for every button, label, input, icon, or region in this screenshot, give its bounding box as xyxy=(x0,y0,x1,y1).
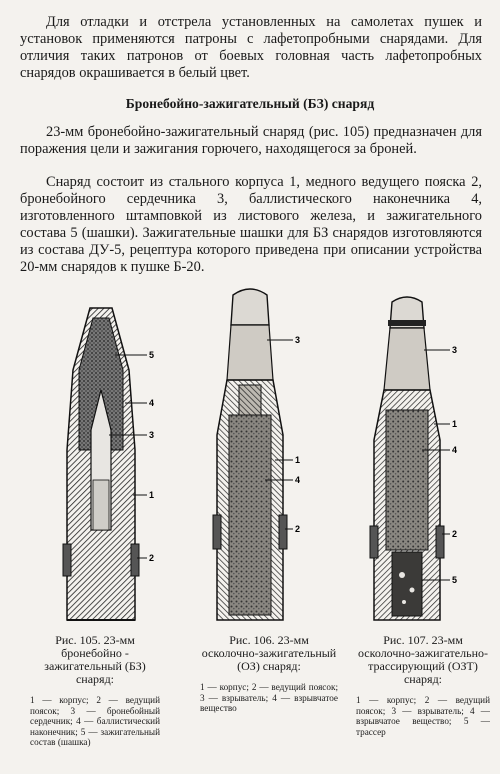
figure-105-caption xyxy=(30,634,160,748)
tracer xyxy=(392,552,422,616)
callout-2: 2 xyxy=(452,529,458,539)
figure-105-title: Рис. 105. 23-мм бронебойно - зажигательный (БЗ) снаряд: xyxy=(44,633,146,686)
explosive-charge xyxy=(386,410,428,550)
callout-3: 3 xyxy=(452,345,458,355)
callout-2: 2 xyxy=(295,524,301,534)
callout-4: 4 xyxy=(295,475,301,485)
figure-106-legend: 1 — корпус; 2 — ведущий поясок; 3 — взрыватель; 4 — взрывчатое вещество xyxy=(200,682,338,713)
callout-5: 5 xyxy=(452,575,458,585)
callout-1: 1 xyxy=(149,490,155,500)
callout-3: 3 xyxy=(149,430,155,440)
figure-105-legend: 1 — корпус; 2 — ведущий поясок; 3 — бронебойный сердечник; 4 — баллистический наконечник; 5 — зажигательный состав (шашка) xyxy=(30,695,160,747)
structure-paragraph: Снаряд состоит из стального корпуса 1, медного ведущего пояска 2, бронебойного сердечника 3, баллистического наконечника 4, изготовленного штамповкой из листового железа, и зажигательного состава 5 (шашки). Зажигательные шашки для БЗ снарядов изготовляются из состава ДУ-5, рецептура которого приведена при описании устройства 20-мм снарядов к пушке Б-20. xyxy=(20,174,482,275)
figure-107-caption xyxy=(356,634,490,737)
intro-paragraph: Для отладки и отстрела установленных на самолетах пушек и установок применяются патроны с лафетопробными снарядами. Для отличия таких патронов от боевых головная часть лафетопробных снарядов окрашивается в белый цвет. xyxy=(20,14,482,81)
callout-1: 1 xyxy=(295,455,301,465)
callout-2: 2 xyxy=(149,553,155,563)
callout-5: 5 xyxy=(149,350,155,360)
purpose-paragraph: 23-мм бронебойно-зажигательный снаряд (рис. 105) предназначен для поражения цели и зажигания горючего, находящегося за броней. xyxy=(20,124,482,157)
section-heading: Бронебойно-зажигательный (БЗ) снаряд xyxy=(125,96,375,111)
figure-106-shell-drawing xyxy=(205,285,315,630)
fuze-nose xyxy=(231,289,269,325)
figure-107-title: Рис. 107. 23-мм осколочно-зажигательно-трассирующий (ОЗТ) снаряд: xyxy=(358,633,488,686)
callout-4: 4 xyxy=(149,398,155,408)
figure-107-shell-drawing xyxy=(362,290,472,630)
callout-1: 1 xyxy=(452,419,458,429)
figure-105-shell-drawing xyxy=(55,300,170,630)
callout-4: 4 xyxy=(452,445,458,455)
explosive-charge xyxy=(229,415,271,615)
figure-106-title: Рис. 106. 23-мм осколочно-зажигательный (ОЗ) снаряд: xyxy=(201,633,337,673)
callout-3: 3 xyxy=(295,335,301,345)
figure-106-caption xyxy=(200,634,338,714)
figure-107-legend: 1 — корпус; 2 — ведущий поясок; 3 — взрыватель; 4 — взрывчатое вещество; 5 — трассер xyxy=(356,695,490,737)
